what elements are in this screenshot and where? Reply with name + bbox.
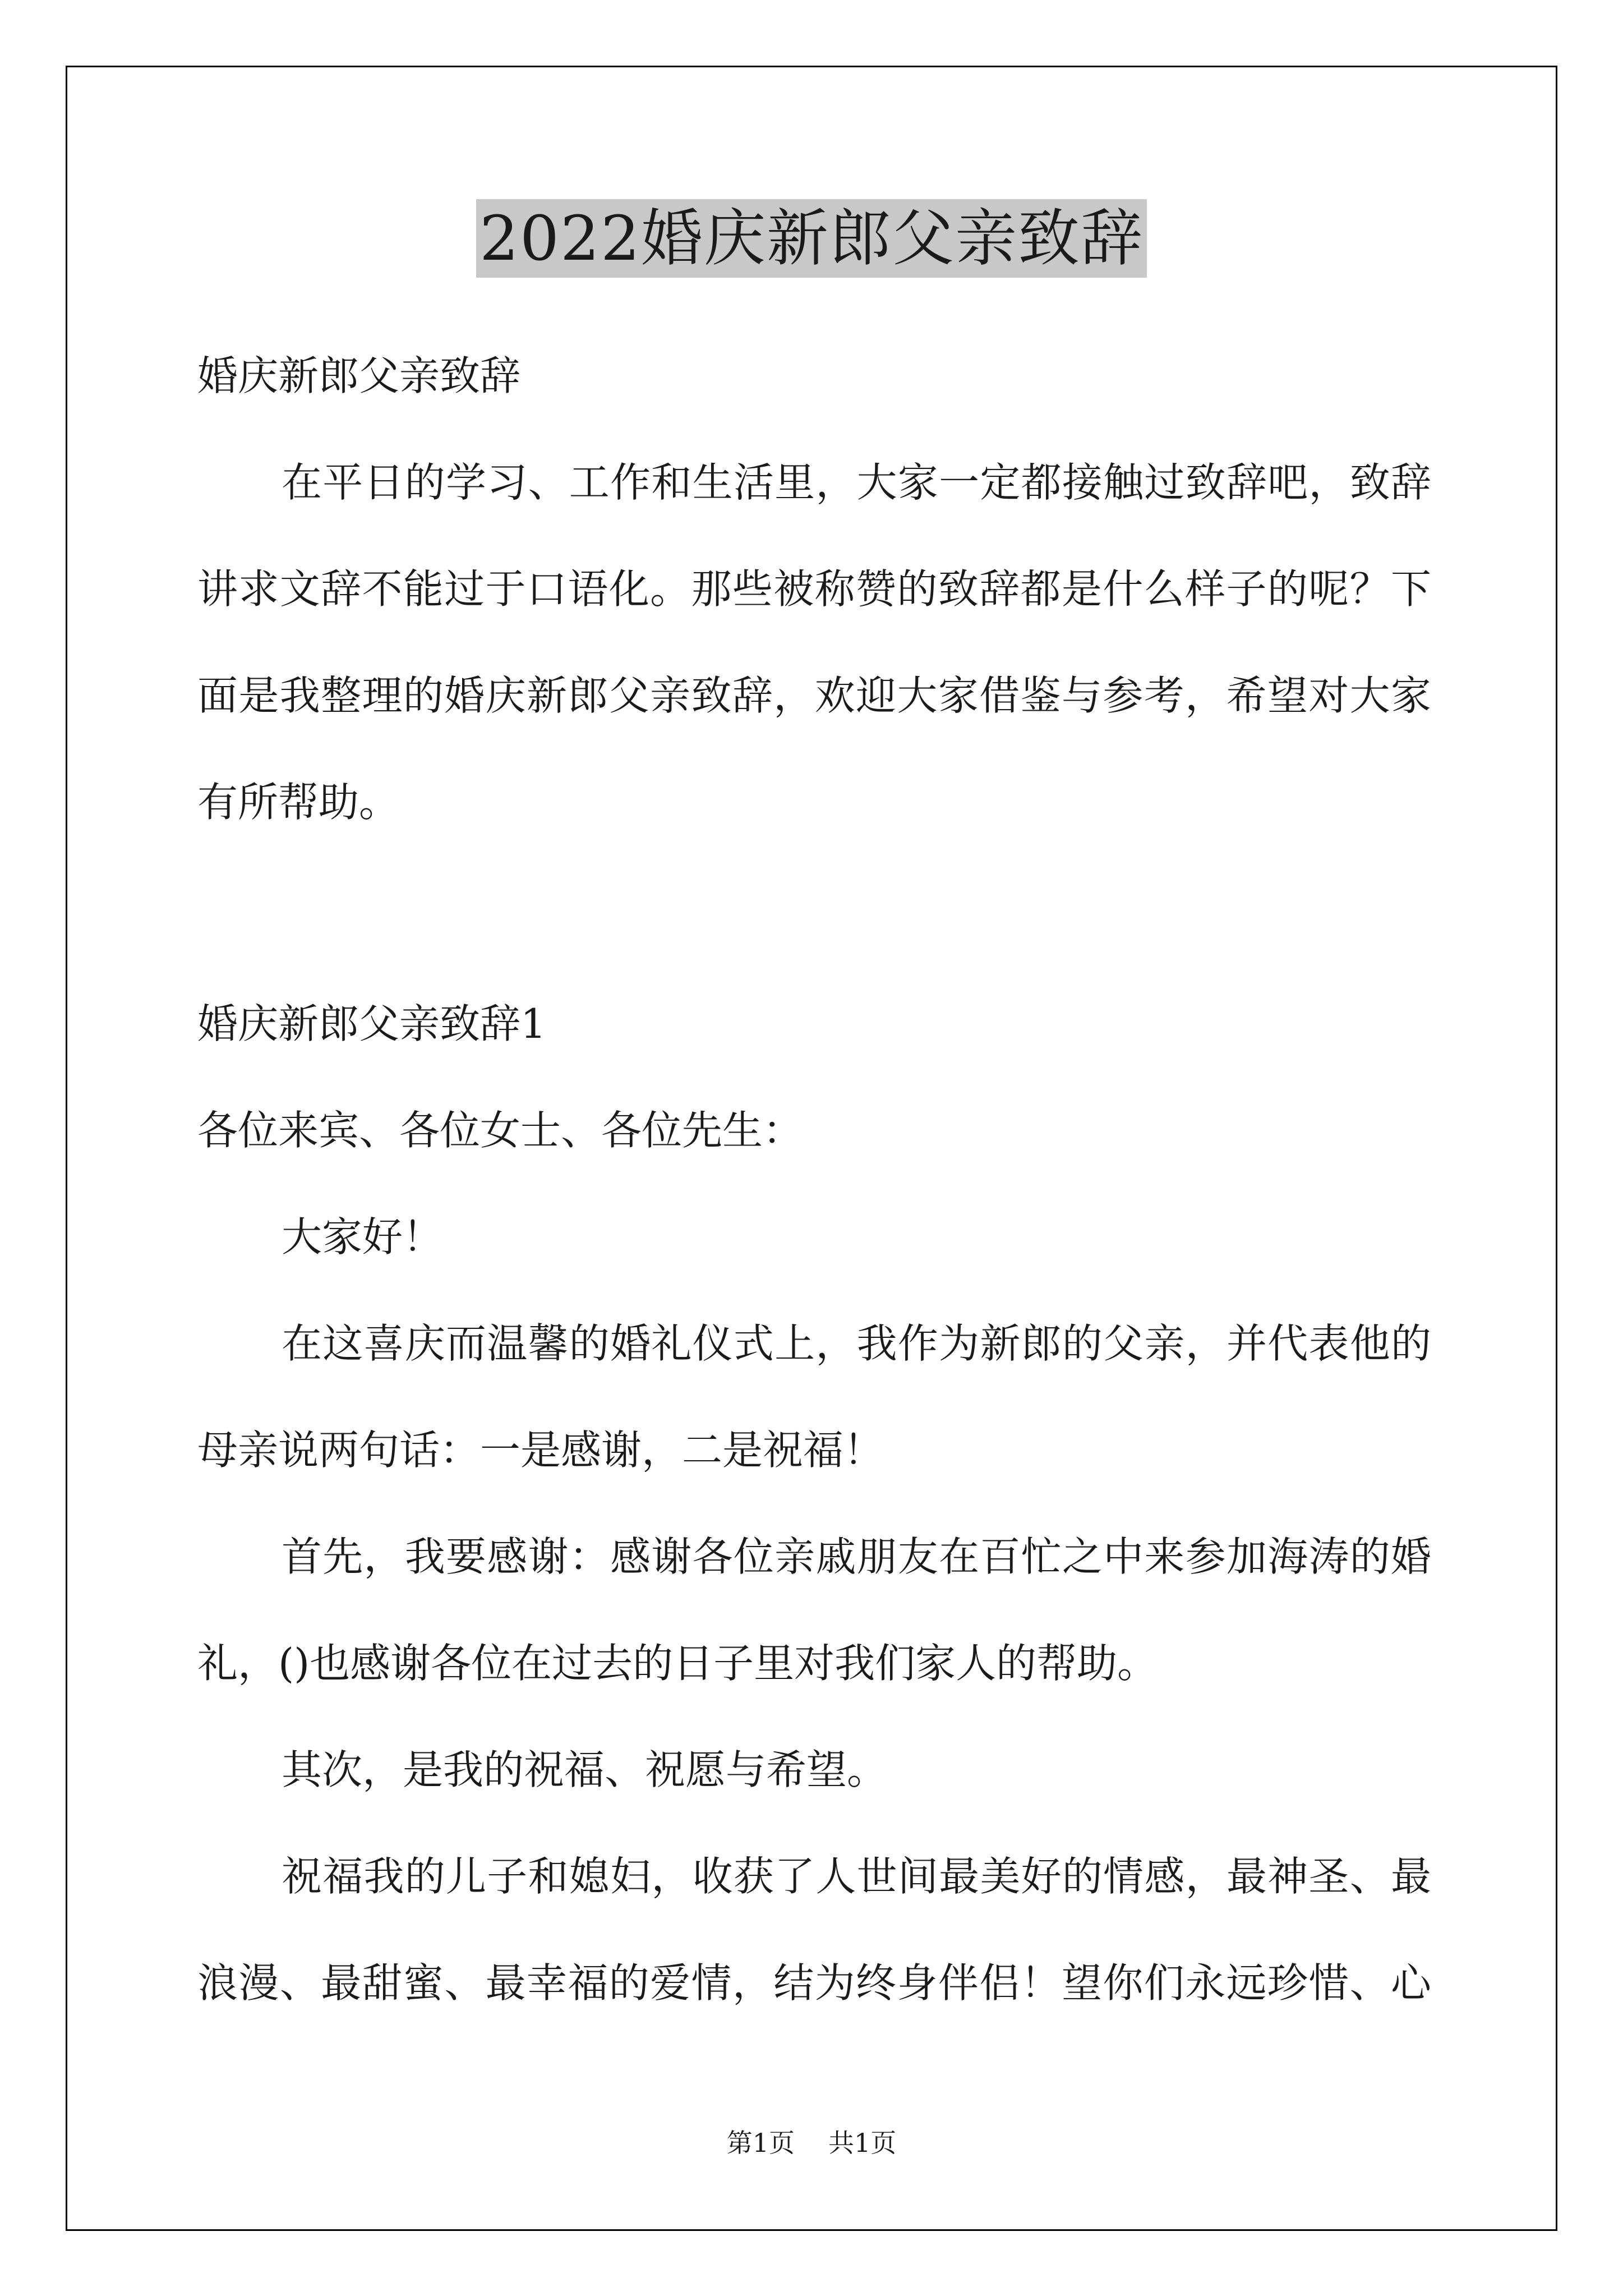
para2-line-1: 首先，我要感谢：感谢各位亲戚朋友在百忙之中来参加海涛的婚 xyxy=(282,1533,1431,1580)
page-total: 共1页 xyxy=(828,2128,897,2158)
salutation: 各位来宾、各位女士、各位先生： xyxy=(197,1107,804,1154)
section-heading: 婚庆新郎父亲致辞1 xyxy=(197,1000,546,1047)
para3: 其次，是我的祝福、祝愿与希望。 xyxy=(282,1746,888,1793)
para1-line-2: 母亲说两句话：一是感谢，二是祝福！ xyxy=(197,1427,884,1474)
document-title: 2022婚庆新郎父亲致辞 xyxy=(476,199,1147,278)
intro-line-3: 面是我整理的婚庆新郎父亲致辞，欢迎大家借鉴与参考，希望对大家 xyxy=(197,672,1431,719)
page-footer xyxy=(0,2126,1623,2160)
title-container xyxy=(0,199,1623,278)
subtitle: 婚庆新郎父亲致辞 xyxy=(197,352,521,399)
intro-line-2: 讲求文辞不能过于口语化。那些被称赞的致辞都是什么样子的呢？下 xyxy=(197,565,1431,613)
greeting: 大家好！ xyxy=(282,1213,444,1260)
intro-line-4: 有所帮助。 xyxy=(197,779,400,826)
para4-line-2: 浪漫、最甜蜜、最幸福的爱情，结为终身伴侣！望你们永远珍惜、心 xyxy=(197,1959,1431,2007)
intro-line-1: 在平日的学习、工作和生活里，大家一定都接触过致辞吧，致辞 xyxy=(282,459,1431,506)
para4-line-1: 祝福我的儿子和媳妇，收获了人世间最美好的情感，最神圣、最 xyxy=(282,1853,1431,1900)
page-current: 第1页 xyxy=(726,2128,795,2158)
para1-line-1: 在这喜庆而温馨的婚礼仪式上，我作为新郎的父亲，并代表他的 xyxy=(282,1320,1431,1367)
para2-line-2: 礼，()也感谢各位在过去的日子里对我们家人的帮助。 xyxy=(197,1640,1158,1687)
